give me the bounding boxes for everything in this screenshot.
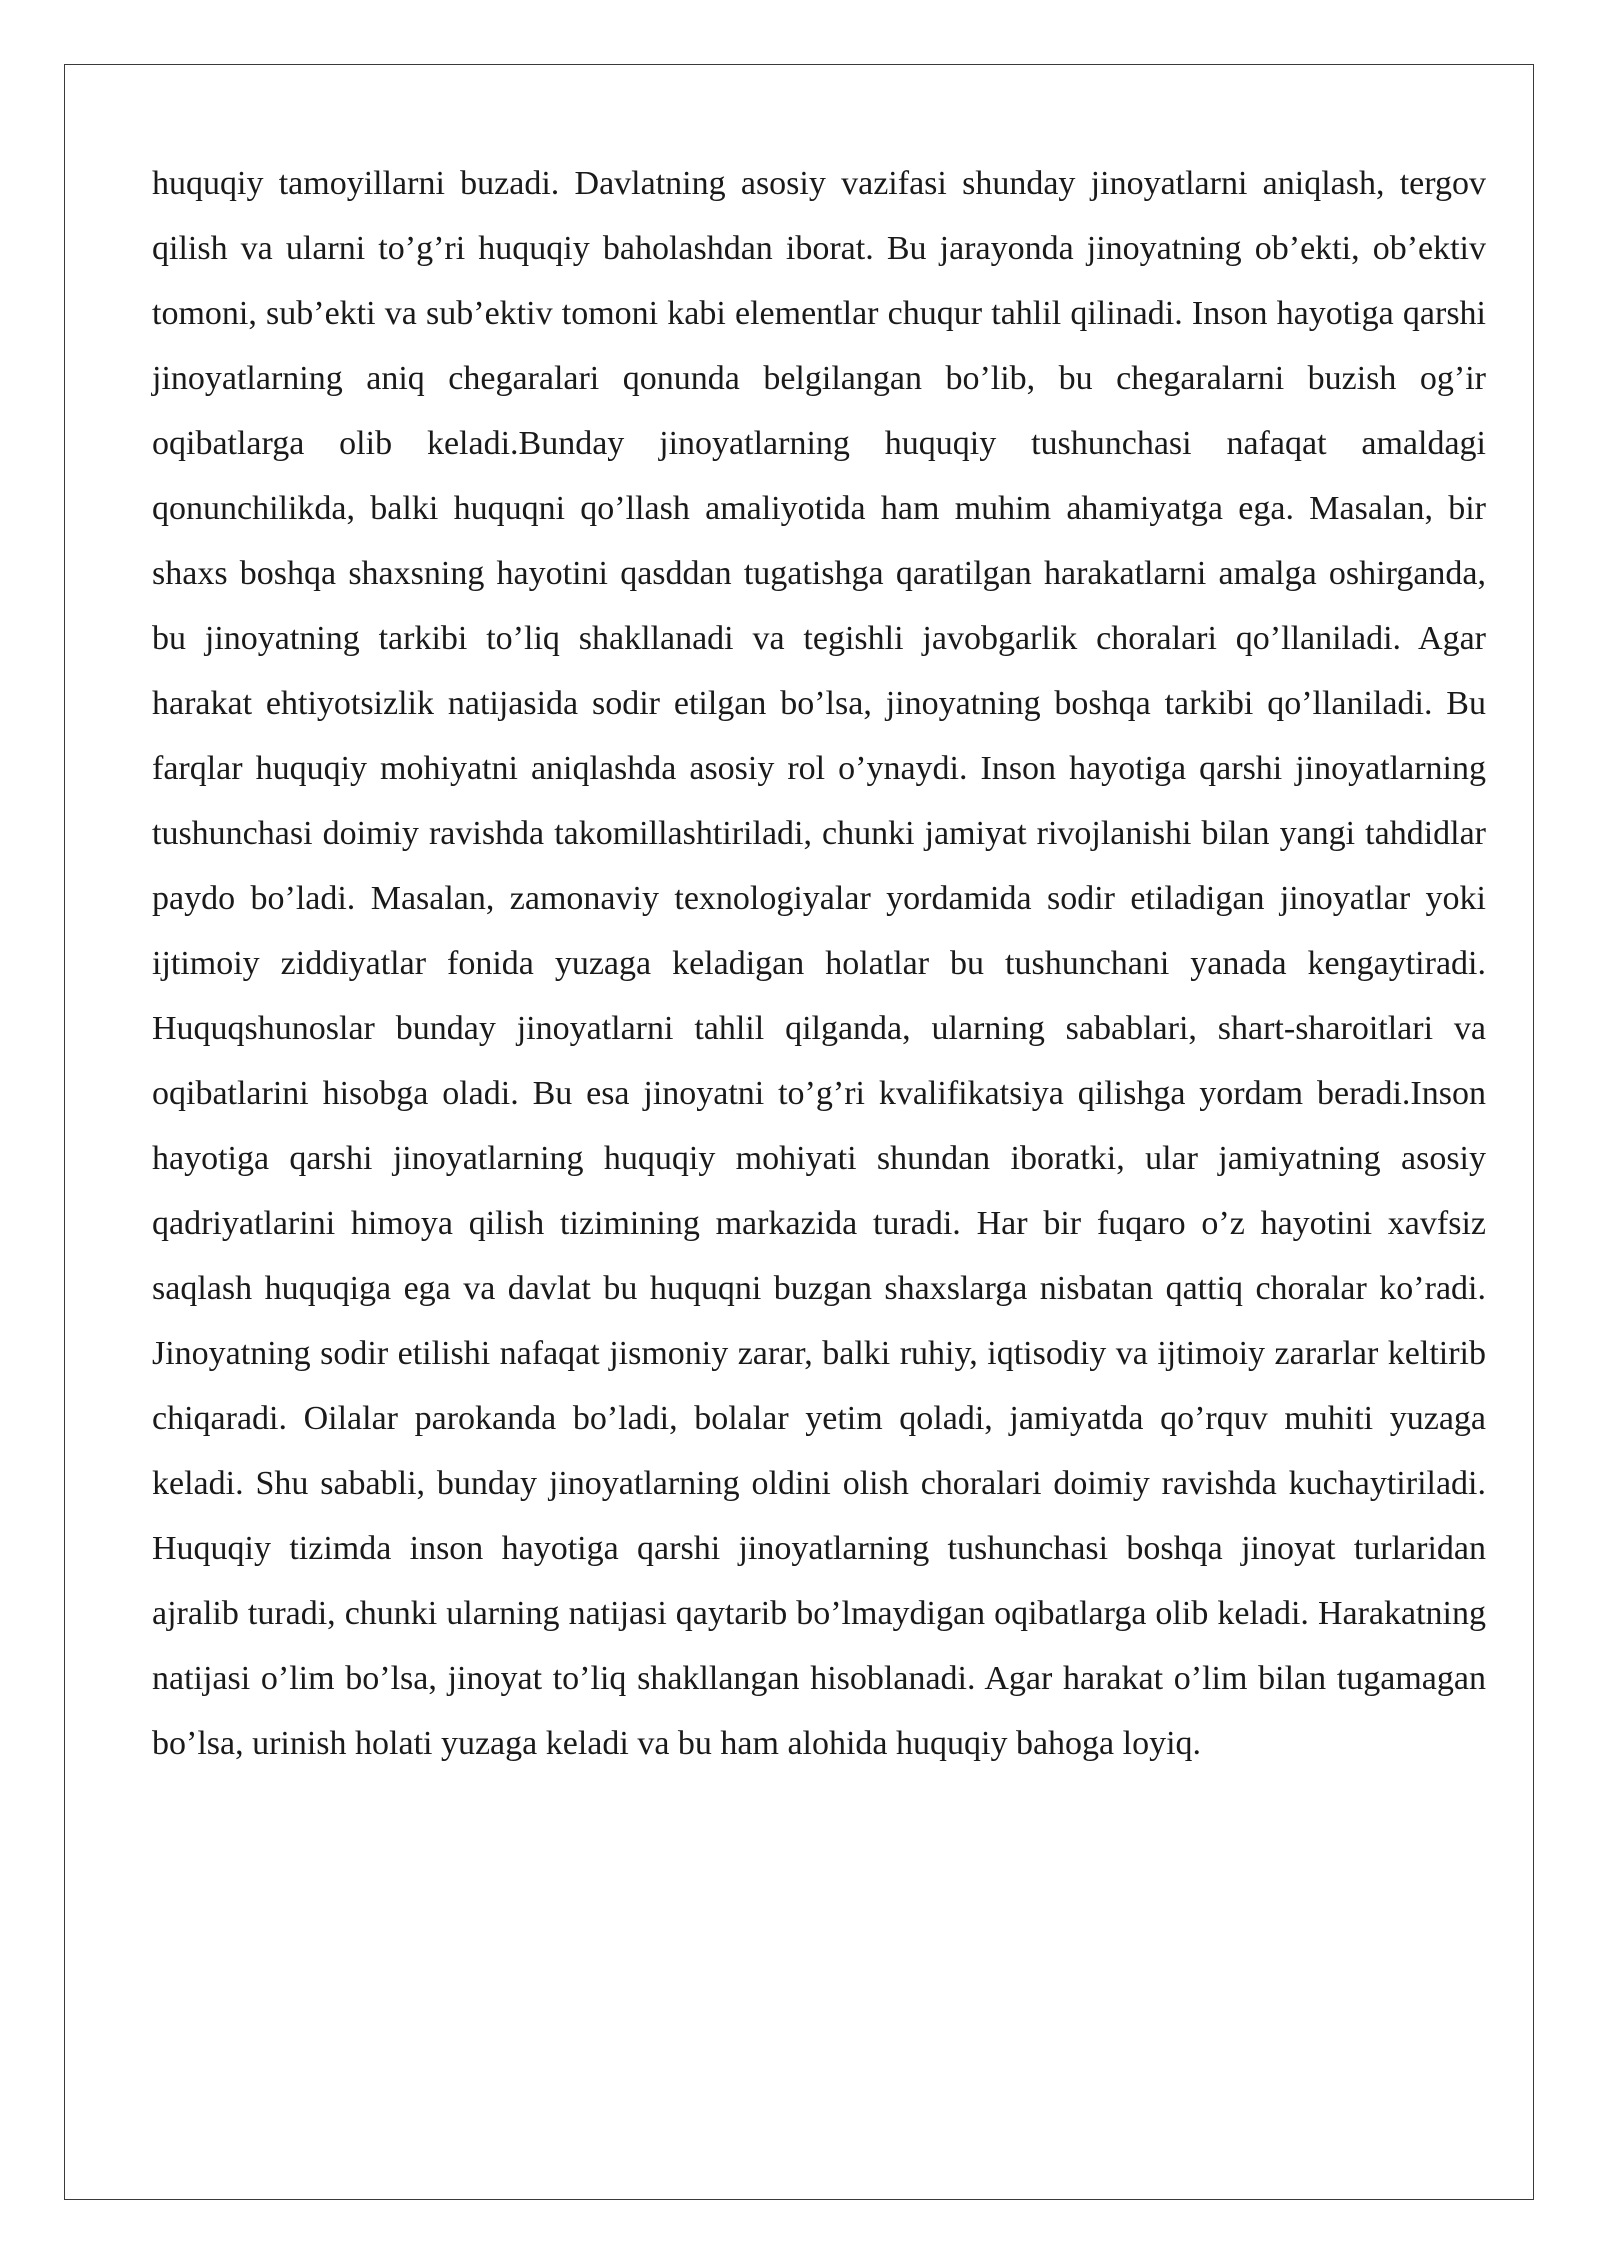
- body-paragraph: huquqiy tamoyillarni buzadi. Davlatning asosiy vazifasi shunday jinoyatlarni aniqlash, tergov qilish va ularni to’g’ri huquqiy baholashdan iborat. Bu jarayonda jinoyatning ob’ekti, ob’ektiv tomoni, sub’ekti va sub’ektiv tomoni kabi elementlar chuqur tahlil qilinadi. Inson hayotiga qarshi jinoyatlarning aniq chegaralari qonunda belgilangan bo’lib, bu chegaralarni buzish og’ir oqibatlarga olib keladi.Bunday jinoyatlarning huquqiy tushunchasi nafaqat amaldagi qonunchilikda, balki huquqni qo’llash amaliyotida ham muhim ahamiyatga ega. Masalan, bir shaxs boshqa shaxsning hayotini qasddan tugatishga qaratilgan harakatlarni amalga oshirganda, bu jinoyatning tarkibi to’liq shakllanadi va tegishli javobgarlik choralari qo’llaniladi. Agar harakat ehtiyotsizlik natijasida sodir etilgan bo’lsa, jinoyatning boshqa tarkibi qo’llaniladi. Bu farqlar huquqiy mohiyatni aniqlashda asosiy rol o’ynaydi. Inson hayotiga qarshi jinoyatlarning tushunchasi doimiy ravishda takomillashtiriladi, chunki jamiyat rivojlanishi bilan yangi tahdidlar paydo bo’ladi. Masalan, zamonaviy texnologiyalar yordamida sodir etiladigan jinoyatlar yoki ijtimoiy ziddiyatlar fonida yuzaga keladigan holatlar bu tushunchani yanada kengaytiradi. Huquqshunoslar bunday jinoyatlarni tahlil qilganda, ularning sabablari, shart-sharoitlari va oqibatlarini hisobga oladi. Bu esa jinoyatni to’g’ri kvalifikatsiya qilishga yordam beradi.Inson hayotiga qarshi jinoyatlarning huquqiy mohiyati shundan iboratki, ular jamiyatning asosiy qadriyatlarini himoya qilish tizimining markazida turadi. Har bir fuqaro o’z hayotini xavfsiz saqlash huquqiga ega va davlat bu huquqni buzgan shaxslarga nisbatan qattiq choralar ko’radi. Jinoyatning sodir etilishi nafaqat jismoniy zarar, balki ruhiy, iqtisodiy va ijtimoiy zararlar keltirib chiqaradi. Oilalar parokanda bo’ladi, bolalar yetim qoladi, jamiyatda qo’rquv muhiti yuzaga keladi. Shu sababli, bunday jinoyatlarning oldini olish choralari doimiy ravishda kuchaytiriladi. Huquqiy tizimda inson hayotiga qarshi jinoyatlarning tushunchasi boshqa jinoyat turlaridan ajralib turadi, chunki ularning natijasi qaytarib bo’lmaydigan oqibatlarga olib keladi. Harakatning natijasi o’lim bo’lsa, jinoyat to’liq shakllangan hisoblanadi. Agar harakat o’lim bilan tugamagan bo’lsa, urinish holati yuzaga keladi va bu ham alohida huquqiy bahoga loyiq.: [152, 165, 1486, 1762]
